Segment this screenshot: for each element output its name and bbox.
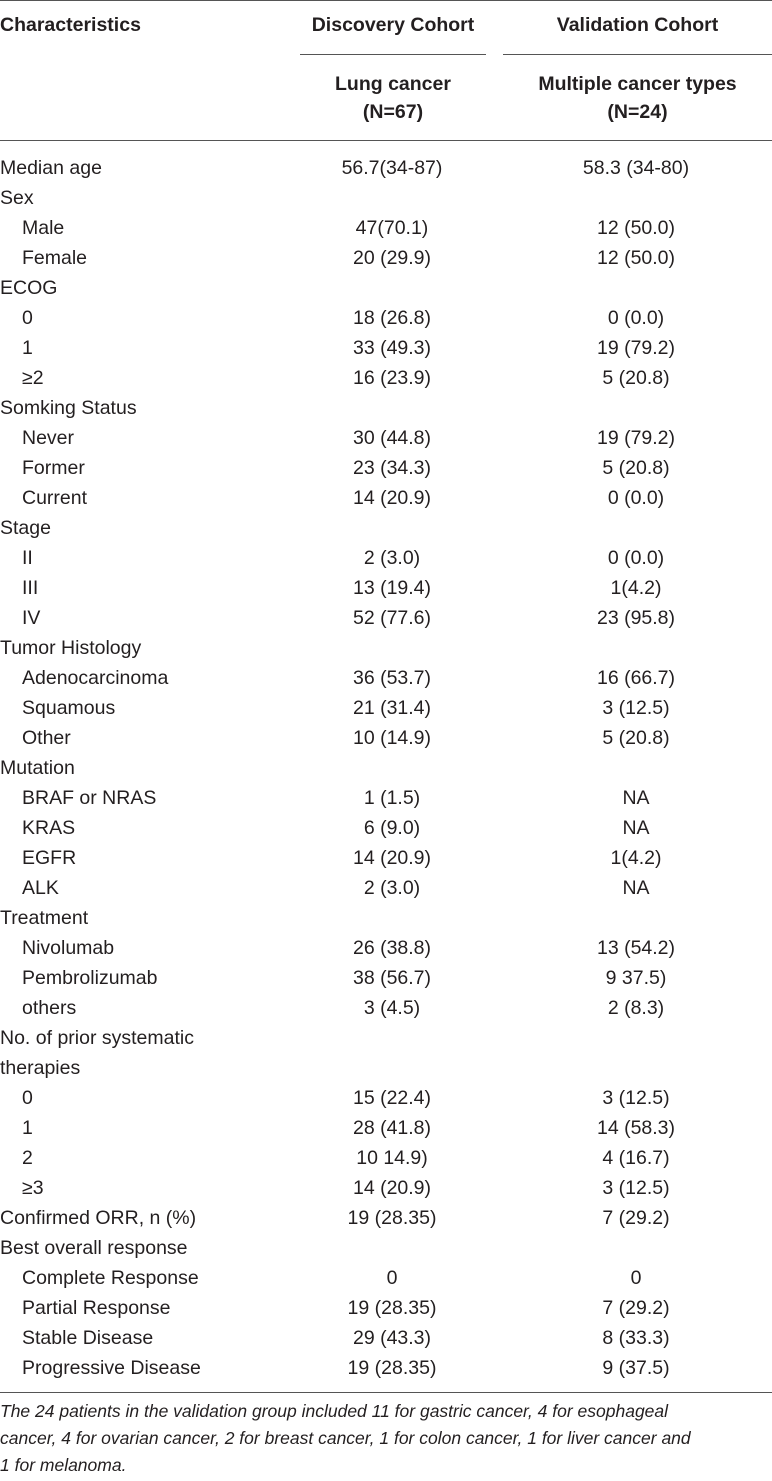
row-label: others — [22, 997, 77, 1019]
validation-value: 4 (16.7) — [602, 1147, 670, 1169]
row-label: Pembrolizumab — [22, 967, 158, 989]
footnote-line-3: 1 for melanoma. — [0, 1455, 127, 1475]
discovery-value: 29 (43.3) — [352, 1327, 432, 1349]
discovery-value: 14 (20.9) — [352, 847, 432, 869]
discovery-value: 20 (29.9) — [352, 247, 432, 269]
discovery-subheader-line2: (N=67) — [362, 101, 424, 123]
discovery-value: 14 (20.9) — [352, 1177, 432, 1199]
table-row-item — [0, 573, 772, 603]
footnote-line-2: cancer, 4 for ovarian cancer, 2 for breast cancer, 1 for colon cancer, 1 for liver cancer and — [0, 1428, 691, 1448]
validation-value: 1(4.2) — [610, 577, 662, 599]
validation-value: NA — [622, 877, 650, 899]
discovery-value: 14 (20.9) — [352, 487, 432, 509]
row-label: 1 — [22, 1117, 33, 1139]
validation-subheader-line1: Multiple cancer types — [538, 73, 737, 95]
row-label: ECOG — [0, 277, 58, 299]
table-row-item — [0, 1173, 772, 1203]
row-label: Somking Status — [0, 397, 137, 419]
validation-value: 0 (0.0) — [607, 547, 665, 569]
top-rule — [0, 0, 772, 1]
row-label: Stage — [0, 517, 51, 539]
table-row-item — [0, 543, 772, 573]
row-label-line2: therapies — [0, 1057, 81, 1079]
validation-subrule — [503, 54, 772, 55]
discovery-value: 23 (34.3) — [352, 457, 432, 479]
discovery-value: 16 (23.9) — [352, 367, 432, 389]
table-row-item — [0, 1323, 772, 1353]
table-row-item — [0, 1353, 772, 1383]
table-row-item — [0, 723, 772, 753]
table-row-category — [0, 273, 772, 303]
header-characteristics: Characteristics — [0, 14, 141, 36]
discovery-value: 18 (26.8) — [352, 307, 432, 329]
validation-value: 3 (12.5) — [602, 1177, 670, 1199]
row-label — [0, 1023, 194, 1083]
table-row-item — [0, 303, 772, 333]
table-row-category — [0, 1203, 772, 1233]
validation-value: 12 (50.0) — [596, 247, 676, 269]
row-label: Treatment — [0, 907, 89, 929]
validation-value: 5 (20.8) — [602, 457, 670, 479]
row-label: Progressive Disease — [22, 1357, 201, 1379]
table-row-category — [0, 753, 772, 783]
validation-value: 7 (29.2) — [602, 1297, 670, 1319]
validation-value: 2 (8.3) — [607, 997, 665, 1019]
table-row-item — [0, 1293, 772, 1323]
discovery-value: 3 (4.5) — [363, 997, 421, 1019]
table-row-item — [0, 1113, 772, 1143]
table-row-category — [0, 393, 772, 423]
table-row-item — [0, 663, 772, 693]
discovery-value: 2 (3.0) — [363, 547, 421, 569]
table-row-item — [0, 843, 772, 873]
table-row-category — [0, 1233, 772, 1263]
table-row-item — [0, 333, 772, 363]
row-label: Tumor Histology — [0, 637, 142, 659]
validation-value: 16 (66.7) — [596, 667, 676, 689]
row-label: Best overall response — [0, 1237, 188, 1259]
validation-subheader — [503, 70, 772, 126]
validation-value: 1(4.2) — [610, 847, 662, 869]
validation-value: 23 (95.8) — [596, 607, 676, 629]
validation-subheader-line2: (N=24) — [607, 101, 668, 123]
discovery-value: 15 (22.4) — [352, 1087, 432, 1109]
row-label: 0 — [22, 1087, 33, 1109]
validation-value: NA — [622, 817, 650, 839]
discovery-value: 47(70.1) — [355, 217, 429, 239]
discovery-value: 0 — [386, 1267, 398, 1289]
table-row-category — [0, 1023, 772, 1083]
discovery-value: 10 14.9) — [356, 1147, 428, 1169]
table-row-item — [0, 963, 772, 993]
discovery-value: 2 (3.0) — [363, 877, 421, 899]
table-row-item — [0, 483, 772, 513]
table-row-item — [0, 873, 772, 903]
row-label: Male — [22, 217, 65, 239]
discovery-value: 28 (41.8) — [352, 1117, 432, 1139]
table-row-item — [0, 1083, 772, 1113]
validation-value: 9 37.5) — [605, 967, 667, 989]
table-row-item — [0, 693, 772, 723]
row-label: KRAS — [22, 817, 76, 839]
validation-value: 13 (54.2) — [596, 937, 676, 959]
discovery-value: 52 (77.6) — [352, 607, 432, 629]
validation-value: 0 (0.0) — [607, 307, 665, 329]
table-row-item — [0, 1263, 772, 1293]
row-label: Partial Response — [22, 1297, 171, 1319]
validation-value: 3 (12.5) — [602, 697, 670, 719]
validation-value: 3 (12.5) — [602, 1087, 670, 1109]
row-label-line1: No. of prior systematic — [0, 1027, 194, 1049]
discovery-value: 19 (28.35) — [347, 1297, 437, 1319]
row-label: Former — [22, 457, 85, 479]
row-label: ≥2 — [22, 367, 44, 389]
table-row-item — [0, 213, 772, 243]
validation-value: 9 (37.5) — [602, 1357, 670, 1379]
table-row-category — [0, 633, 772, 663]
discovery-subheader-line1: Lung cancer — [335, 73, 451, 95]
discovery-value: 33 (49.3) — [352, 337, 432, 359]
row-label: BRAF or NRAS — [22, 787, 157, 809]
discovery-value: 13 (19.4) — [352, 577, 432, 599]
table-row-item — [0, 423, 772, 453]
row-label: IV — [22, 607, 41, 629]
row-label: Current — [22, 487, 88, 509]
discovery-subrule — [300, 54, 486, 55]
table-row-category — [0, 513, 772, 543]
discovery-value: 38 (56.7) — [352, 967, 432, 989]
row-label: Median age — [0, 157, 102, 179]
validation-value: 14 (58.3) — [596, 1117, 676, 1139]
discovery-value: 21 (31.4) — [352, 697, 432, 719]
table-footnote — [0, 1398, 772, 1479]
table-row-item — [0, 933, 772, 963]
table-row-category — [0, 153, 772, 183]
table-row-category — [0, 903, 772, 933]
validation-value: 5 (20.8) — [602, 727, 670, 749]
validation-value: NA — [622, 787, 650, 809]
discovery-subheader — [300, 70, 486, 126]
row-label: Female — [22, 247, 88, 269]
discovery-value: 6 (9.0) — [363, 817, 421, 839]
row-label: Never — [22, 427, 75, 449]
discovery-value: 30 (44.8) — [352, 427, 432, 449]
row-label: II — [22, 547, 33, 569]
row-label: ≥3 — [22, 1177, 44, 1199]
validation-value: 7 (29.2) — [602, 1207, 670, 1229]
discovery-value: 36 (53.7) — [352, 667, 432, 689]
footnote-line-1: The 24 patients in the validation group included 11 for gastric cancer, 4 for esophageal — [0, 1401, 669, 1421]
table-row-item — [0, 1143, 772, 1173]
discovery-value: 26 (38.8) — [352, 937, 432, 959]
discovery-value: 1 (1.5) — [363, 787, 421, 809]
row-label: Sex — [0, 187, 34, 209]
row-label: Nivolumab — [22, 937, 115, 959]
validation-value: 12 (50.0) — [596, 217, 676, 239]
validation-value: 0 — [630, 1267, 642, 1289]
row-label: EGFR — [22, 847, 77, 869]
row-label: III — [22, 577, 39, 599]
header-discovery-cohort: Discovery Cohort — [311, 14, 475, 36]
validation-value: 19 (79.2) — [596, 337, 676, 359]
row-label: 0 — [22, 307, 33, 329]
table-row-item — [0, 243, 772, 273]
row-label: ALK — [22, 877, 59, 899]
validation-value: 5 (20.8) — [602, 367, 670, 389]
table-row-item — [0, 783, 772, 813]
table-row-item — [0, 993, 772, 1023]
row-label: Confirmed ORR, n (%) — [0, 1207, 197, 1229]
row-label: Complete Response — [22, 1267, 199, 1289]
row-label: 2 — [22, 1147, 33, 1169]
validation-value: 0 (0.0) — [607, 487, 665, 509]
table-row-item — [0, 603, 772, 633]
row-label: Squamous — [22, 697, 116, 719]
table-bottom-rule — [0, 1392, 772, 1393]
row-label: 1 — [22, 337, 33, 359]
row-label: Mutation — [0, 757, 75, 779]
header-validation-cohort: Validation Cohort — [556, 14, 719, 36]
discovery-value: 19 (28.35) — [347, 1207, 437, 1229]
validation-value: 58.3 (34-80) — [582, 157, 690, 179]
discovery-value: 10 (14.9) — [352, 727, 432, 749]
table-row-item — [0, 813, 772, 843]
validation-value: 19 (79.2) — [596, 427, 676, 449]
discovery-value: 56.7(34-87) — [341, 157, 443, 179]
validation-value: 8 (33.3) — [602, 1327, 670, 1349]
discovery-value: 19 (28.35) — [347, 1357, 437, 1379]
row-label: Other — [22, 727, 71, 749]
row-label: Adenocarcinoma — [22, 667, 169, 689]
table-row-item — [0, 453, 772, 483]
header-bottom-rule — [0, 140, 772, 141]
table-body — [0, 153, 772, 1383]
table-row-category — [0, 183, 772, 213]
row-label: Stable Disease — [22, 1327, 154, 1349]
table-row-item — [0, 363, 772, 393]
